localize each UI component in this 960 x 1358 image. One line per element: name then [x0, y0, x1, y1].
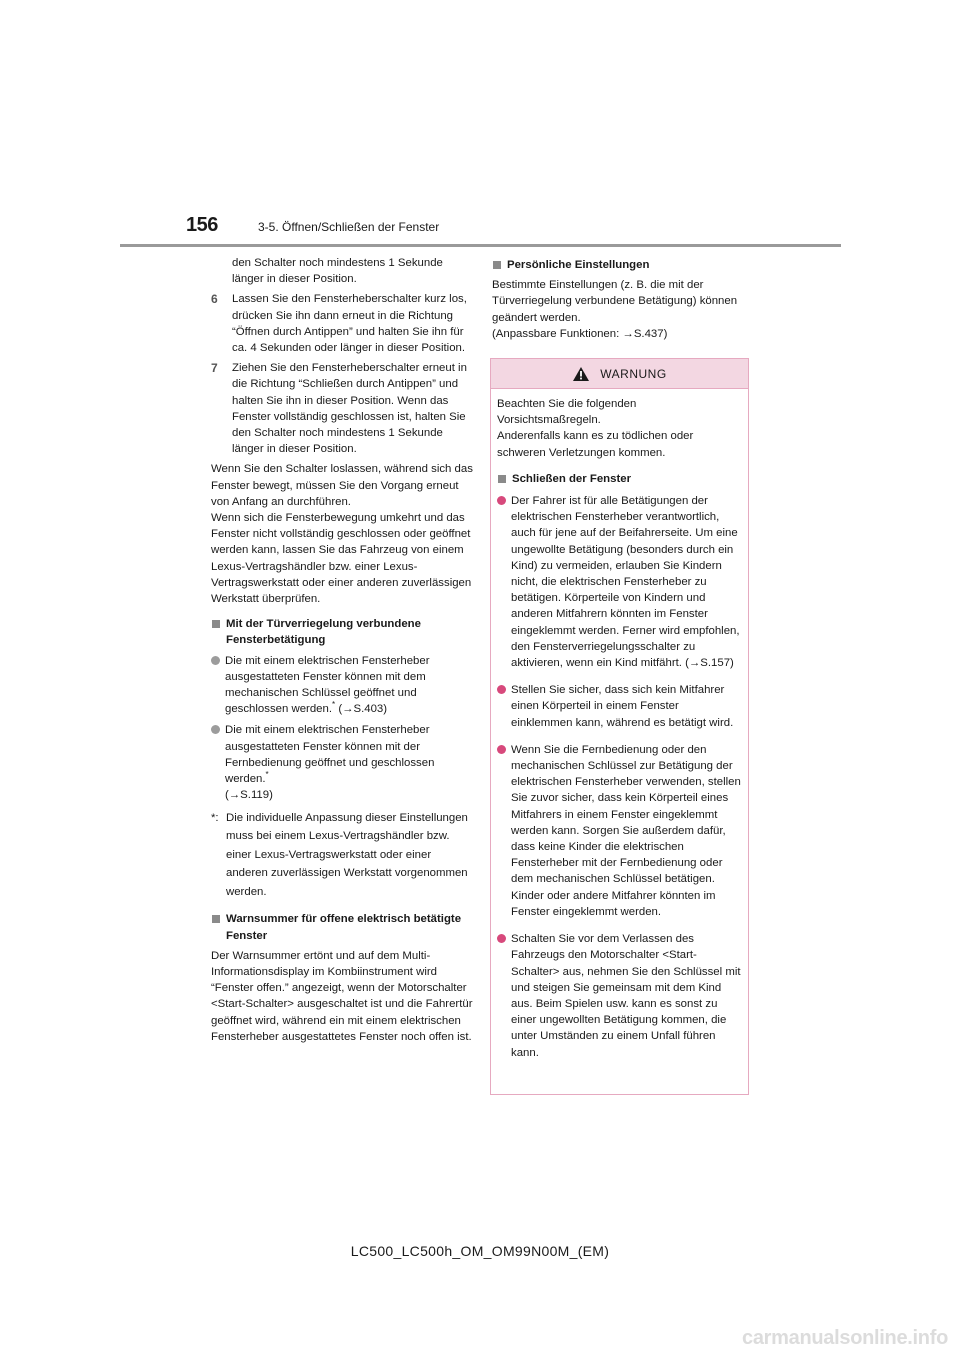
- list-item-text: Stellen Sie sicher, dass sich kein Mitfahrer einen Körperteil in einem Fenster einklemmen kann, während es betätigt wird.: [511, 684, 734, 729]
- circle-bullet-icon: [497, 745, 506, 754]
- paragraph: Wenn Sie den Schalter loslassen, während sich das Fenster bewegt, müssen Sie den Vorgang erneut von Anfang an durchführen.: [211, 463, 473, 508]
- paragraph: Wenn sich die Fensterbewegung umkehrt und das Fenster nicht vollständig geschlossen oder geöffnet werden kann, lassen Sie das Fahrzeug von einem Lexus-Vertragshändler bzw. einer Lexus-Vertragswerkstatt oder einer anderen zuverlässigen Werkstatt überprüfen.: [211, 512, 472, 606]
- list-item-text: Wenn Sie die Fernbedienung oder den mechanischen Schlüssel zur Betätigung der elektrischen Fensterheber verwenden, stellen Sie zuvor sicher, dass kein Körperteil eines Mitfahrers in einem Fenster eingeklemmt werden kann. Sorgen Sie außerdem dafür, dass keine Kinder die elektrischen Fensterheber mit der Fernbedienung oder dem mechanischen Schlüssel betätigen. Kinder oder andere Mitfahrer könnten im Fenster eingeklemmt werden.: [511, 743, 741, 918]
- square-bullet-icon: [493, 261, 501, 269]
- footnote-text: Die individuelle Anpassung dieser Einstellungen muss bei einem Lexus-Vertragshändler bzw. einer Lexus-Vertragswerkstatt oder einer anderen zuverlässigen Werkstatt vorgenommen werden.: [226, 811, 468, 898]
- list-item-text: [225, 722, 473, 803]
- warning-intro-line: Anderenfalls kann es zu tödlichen oder schweren Verletzungen kommen.: [497, 430, 694, 459]
- list-item-text: Der Fahrer ist für alle Betätigungen der elektrischen Fensterheber verantwortlich, auch für jene auf der Beifahrerseite. Um eine ungewollte Betätigung (besonders durch ein Kind) zu vermeiden, erlauben Sie Kindern nicht, die elektrischen Fensterheber zu betätigen. Körperteile von Kindern und anderen Mitfahrern könnten im Fenster eingeklemmt werden. Ferner wird empfohlen, den Fensterverriegelungsschalter zu aktivieren, wenn ein Kind mitfährt. (→S.157): [511, 495, 740, 670]
- section-title: 3-5. Öffnen/Schließen der Fenster: [258, 220, 440, 234]
- paragraph: [492, 326, 750, 342]
- section-heading: [211, 616, 473, 648]
- warning-triangle-icon: [572, 366, 590, 382]
- step-text: Ziehen Sie den Fensterheberschalter erneut in die Richtung “Schließen durch Antippen” und halten Sie ihn in dieser Position. Wenn das Fenster vollständig geschlossen ist, halten Sie den Schalter noch mindestens 1 Sekunde länger in dieser Position.: [232, 362, 467, 456]
- square-bullet-icon: [498, 475, 506, 483]
- step-6: [211, 291, 473, 356]
- bullet-text: Die mit einem elektrischen Fensterheber ausgestatteten Fenster können mit dem mechanischen Schlüssel geöffnet und geschlossen werden.: [225, 654, 430, 716]
- asterisk-mark: *: [265, 770, 269, 780]
- left-column: [211, 255, 473, 1054]
- circle-bullet-icon: [211, 725, 220, 734]
- section-heading: [492, 257, 750, 273]
- warning-body: [491, 389, 748, 1061]
- heading-text: Schließen der Fenster: [512, 472, 632, 485]
- circle-bullet-icon: [497, 685, 506, 694]
- header-rule: [120, 244, 841, 247]
- step-7: [211, 360, 473, 457]
- page-ref-link[interactable]: (→S.403): [338, 703, 388, 716]
- section-heading: [211, 911, 473, 943]
- step-number: 6: [211, 292, 218, 307]
- asterisk-mark: *: [332, 700, 336, 710]
- list-item: [497, 742, 741, 920]
- list-item-text: [225, 653, 473, 718]
- heading-text: Warnsummer für offene elektrisch betätigte Fenster: [226, 913, 462, 942]
- circle-bullet-icon: [497, 934, 506, 943]
- warning-title: WARNUNG: [600, 366, 667, 381]
- warning-header: [491, 359, 748, 389]
- page-ref-link[interactable]: (Anpassbare Funktionen: →S.437): [492, 327, 668, 340]
- page-ref-link[interactable]: (→S.119): [225, 789, 273, 802]
- square-bullet-icon: [212, 915, 220, 923]
- paragraph: Der Warnsummer ertönt und auf dem Multi-Informationsdisplay im Kombiinstrument wird “Fenster offen.” angezeigt, wenn der Motorschalter <Start-Schalter> ausgeschaltet ist und die Fahrertür geöffnet wird, während ein mit einem elektrischen Fensterheber ausgestattetes Fenster noch offen ist.: [211, 949, 473, 1043]
- footer-doc-code: LC500_LC500h_OM_OM99N00M_(EM): [350, 1243, 610, 1259]
- warning-box: [490, 358, 749, 1095]
- square-bullet-icon: [212, 620, 220, 628]
- section-heading: [497, 471, 741, 487]
- step-number: 7: [211, 361, 218, 376]
- watermark: carmanualsonline.info: [742, 1327, 948, 1349]
- heading-text: Mit der Türverriegelung verbundene Fensterbetätigung: [226, 618, 421, 647]
- circle-bullet-icon: [497, 496, 506, 505]
- list-item: [497, 493, 741, 671]
- page-number: 156: [186, 214, 218, 236]
- paragraph: Bestimmte Einstellungen (z. B. die mit der Türverriegelung verbundene Betätigung) können geändert werden.: [492, 279, 738, 324]
- list-item-text: Schalten Sie vor dem Verlassen des Fahrzeugs den Motorschalter <Start-Schalter> aus, nehmen Sie den Schlüssel mit und steigen Sie gemeinsam mit dem Kind aus. Beim Spielen usw. kann es sonst zu einer ungewollten Betätigung kommen, die unter Umständen zu einem Unfall führen kann.: [511, 933, 741, 1059]
- footnote: [211, 809, 473, 902]
- warning-intro: [497, 396, 741, 461]
- step-continuation: den Schalter noch mindestens 1 Sekunde länger in dieser Position.: [232, 257, 443, 286]
- list-item: [211, 653, 473, 718]
- list-item: [211, 722, 473, 803]
- step-text: Lassen Sie den Fensterheberschalter kurz los, drücken Sie ihn dann erneut in die Richtung “Öffnen durch Antippen” und halten Sie ihn für ca. 4 Sekunden oder länger in dieser Position.: [232, 293, 467, 355]
- heading-text: Persönliche Einstellungen: [507, 259, 650, 271]
- footnote-mark: *:: [211, 811, 219, 824]
- list-item: [497, 931, 741, 1061]
- bullet-text: Die mit einem elektrischen Fensterheber ausgestatteten Fenster können mit der Fernbedienung geöffnet und geschlossen werden.: [225, 724, 435, 786]
- list-item: [497, 682, 741, 731]
- warning-intro-line: Beachten Sie die folgenden Vorsichtsmaßregeln.: [497, 398, 637, 427]
- circle-bullet-icon: [211, 656, 220, 665]
- right-column: [492, 255, 750, 342]
